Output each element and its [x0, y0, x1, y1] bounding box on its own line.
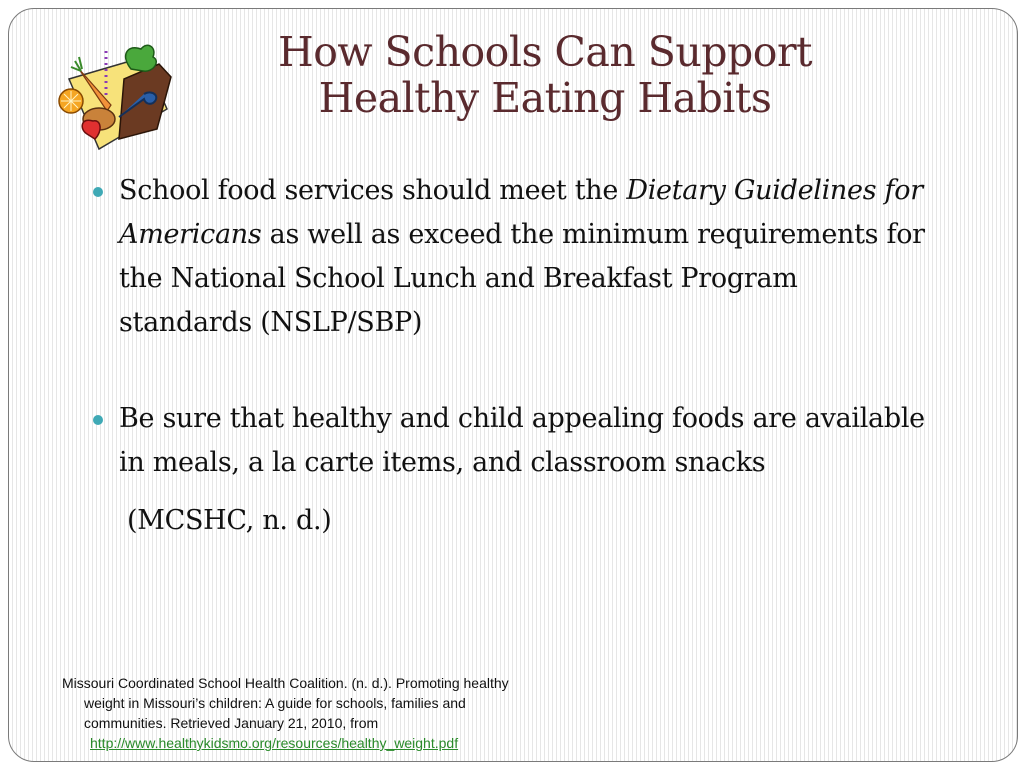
reference-link[interactable]: http://www.healthykidsmo.org/resources/healthy_weight.pdf	[90, 735, 459, 751]
bullet-text-after: as well as exceed the minimum requirements for the National School Lunch and Breakfast Program standards (NSLP/SBP)	[119, 219, 925, 338]
page-title	[195, 29, 895, 121]
title-line-2: Healthy Eating Habits	[318, 74, 772, 122]
bullet-item-healthy-foods	[89, 397, 929, 485]
slide	[8, 8, 1018, 762]
title-line-1: How Schools Can Support	[277, 28, 813, 76]
reference	[62, 673, 662, 753]
bullet-item-dietary-guidelines	[89, 169, 929, 345]
reference-line-2: weight in Missouri’s children: A guide for schools, families and	[84, 695, 466, 711]
bullet-text: Be sure that healthy and child appealing foods are available in meals, a la carte items, and classroom snacks	[119, 403, 925, 478]
bullet-dot-icon	[93, 415, 103, 425]
reference-line-1: Missouri Coordinated School Health Coalition. (n. d.). Promoting healthy	[62, 675, 509, 691]
slide-body	[89, 169, 929, 543]
citation: (MCSHC, n. d.)	[127, 505, 332, 536]
bullet-dot-icon	[93, 187, 103, 197]
bullet-italic-text: Dietary Guidelines for Americans	[119, 175, 923, 250]
bullet-text-before: School food services should meet the	[119, 175, 627, 206]
food-clipart-icon	[49, 39, 179, 159]
reference-line-3: communities. Retrieved January 21, 2010, from	[84, 715, 379, 731]
